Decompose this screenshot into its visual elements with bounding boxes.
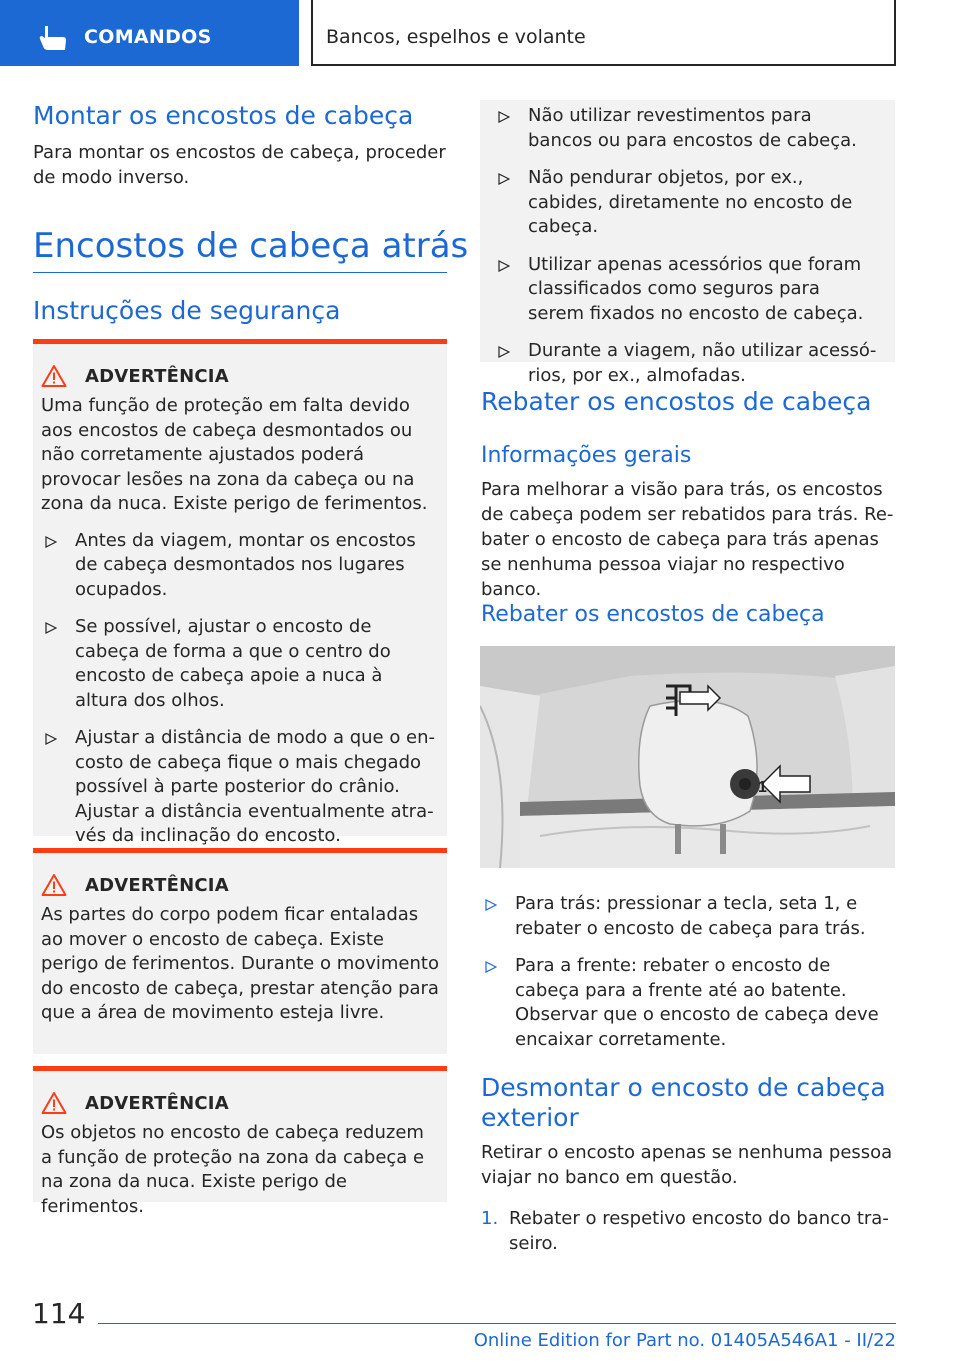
heading-rebater: Rebater os encostos de cabeça	[481, 387, 872, 416]
hand-pointer-icon	[36, 24, 68, 52]
callout-label: 1	[758, 779, 767, 796]
triangle-bullet-icon	[498, 260, 510, 272]
step-item	[481, 1206, 895, 1256]
heading-rebater-2: Rebater os encostos de cabeça	[481, 602, 825, 627]
paragraph-desmontar: Retirar o encosto apenas se nenhuma pessoa viajar no banco em questão.	[481, 1142, 893, 1188]
heading-montar: Montar os encostos de cabeça	[33, 101, 414, 130]
warning-box-2	[33, 848, 447, 1054]
heading-informacoes: Informações gerais	[481, 443, 692, 468]
warning-triangle-icon	[41, 873, 67, 897]
list-item: Ajustar a distância de modo a que o encosto de cabeça fique o mais chegado possível à parte posterior do crânio. Ajustar a distância eventualmente através da inclinação do encosto.	[41, 726, 439, 849]
list-item: Se possível, ajustar o encosto de cabeça de forma a que o centro do encosto de cabeça apoie a nuca à altura dos olhos.	[41, 615, 439, 713]
paragraph-montar: Para montar os encostos de cabeça, proceder de modo inverso.	[33, 142, 446, 188]
list-item: Não pendurar objetos, por ex., cabides, diretamente no encosto de cabeça.	[494, 166, 881, 240]
triangle-bullet-icon	[45, 536, 57, 548]
heading-instrucoes: Instruções de segurança	[33, 296, 341, 325]
footer-rule	[98, 1323, 896, 1324]
step-number: 1.	[481, 1208, 499, 1229]
heading-encostos-atras: Encostos de cabeça atrás	[33, 226, 469, 266]
triangle-bullet-icon	[498, 111, 510, 123]
triangle-bullet-icon	[45, 622, 57, 634]
page-number: 114	[32, 1297, 86, 1330]
warning-text: As partes do corpo podem ficar entaladas ao mover o encosto de cabeça. Existe perigo de ferimentos. Durante o movimento do encosto de cabeça, prestar atenção para que a área de movimento esteja livre.	[41, 904, 439, 1023]
warning-continuation-list	[494, 104, 881, 388]
warning-continuation-box	[480, 100, 895, 386]
triangle-bullet-icon	[485, 961, 497, 973]
warning-box-3	[33, 1066, 447, 1217]
warning-list	[41, 529, 439, 849]
steps-list	[481, 1206, 895, 1256]
list-item: Durante a viagem, não utilizar acessórios, por ex., almofadas.	[494, 339, 881, 388]
list-item: Para trás: pressionar a tecla, seta 1, e rebater o encosto de cabeça para trás.	[481, 892, 895, 941]
warning-title: ADVERTÊNCIA	[85, 874, 229, 896]
warning-title: ADVERTÊNCIA	[85, 365, 229, 387]
warning-text: Uma função de proteção em falta devido aos encostos de cabeça desmontados ou não corretamente ajustados poderá provocar lesões na zona da cabeça ou na zona da nuca. Existe perigo de ferimentos.	[41, 395, 428, 514]
list-item: Antes da viagem, montar os encostos de cabeça desmontados nos lugares ocupados.	[41, 529, 439, 603]
heading-desmontar: Desmontar o encosto de cabeça exterior	[481, 1073, 886, 1132]
chapter-title: Bancos, espelhos e volante	[326, 26, 586, 48]
warning-triangle-icon	[41, 1091, 67, 1115]
headrest-illustration	[480, 646, 895, 868]
triangle-bullet-icon	[485, 899, 497, 911]
section-label: COMANDOS	[84, 26, 212, 48]
step-text: Rebater o respetivo encosto do banco traseiro.	[509, 1208, 889, 1254]
warning-text: Os objetos no encosto de cabeça reduzem a função de proteção na zona da cabeça e na zona da nuca. Existe perigo de ferimentos.	[41, 1122, 425, 1217]
list-item: Utilizar apenas acessórios que foram classificados como seguros para serem fixados no encosto de cabeça.	[494, 253, 881, 327]
triangle-bullet-icon	[498, 173, 510, 185]
warning-triangle-icon	[41, 364, 67, 388]
rebater-list	[481, 892, 895, 1065]
list-item: Para a frente: rebater o encosto de cabeça para a frente até ao batente. Observar que o encosto de cabeça deve encaixar corretamente.	[481, 954, 895, 1052]
section-tab	[0, 0, 299, 66]
warning-title: ADVERTÊNCIA	[85, 1092, 229, 1114]
heading-rule	[33, 272, 447, 273]
triangle-bullet-icon	[498, 346, 510, 358]
footer-edition: Online Edition for Part no. 01405A546A1 - II/22	[473, 1330, 896, 1351]
triangle-bullet-icon	[45, 733, 57, 745]
paragraph-informacoes: Para melhorar a visão para trás, os encostos de cabeça podem ser rebatidos para trás. Rebater o encosto de cabeça para trás apenas se nenhuma pessoa viajar no respectivo banco.	[481, 479, 894, 600]
list-item: Não utilizar revestimentos para bancos ou para encostos de cabeça.	[494, 104, 881, 153]
headrest-drawing	[480, 646, 895, 868]
warning-box-1	[33, 339, 447, 846]
